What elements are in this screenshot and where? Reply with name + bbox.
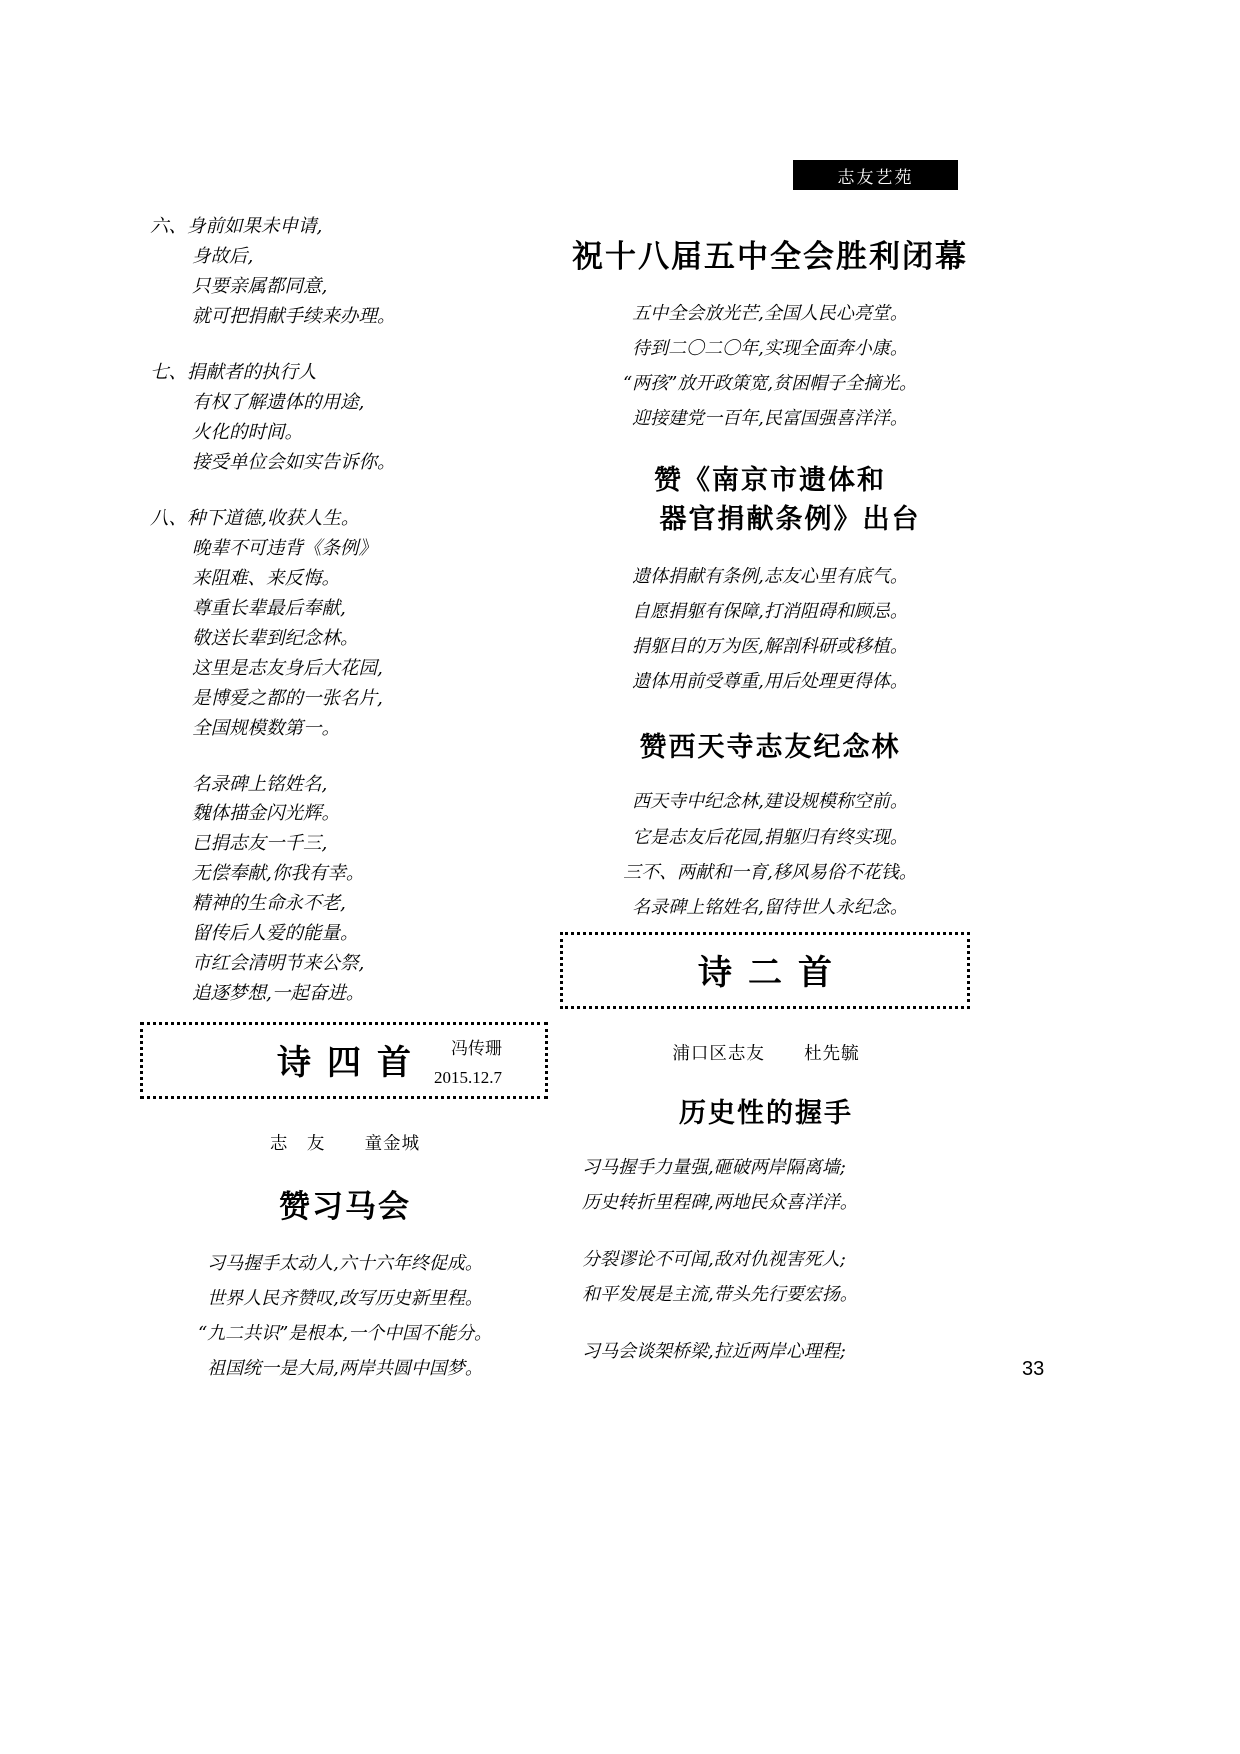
stanza-6 — [150, 212, 570, 332]
verse-line: 遗体用前受尊重,用后处理更得体。 — [632, 671, 908, 693]
left-column — [150, 212, 570, 1093]
verse-line: 留传后人爱的能量。 — [192, 923, 359, 945]
verse-line: 遗体捐献有条例,志友心里有底气。 — [632, 566, 908, 588]
verse-line: 市红会清明节来公祭, — [192, 953, 365, 975]
verse-line: 三不、两献和一育,移风易俗不花钱。 — [623, 861, 917, 883]
page-number: 33 — [1022, 1358, 1045, 1380]
poem-title-line2: 器官捐献条例》出台 — [659, 503, 921, 535]
poem-body-nanjing-regulation — [560, 559, 980, 699]
verse-line: 和平发展是主流,带头先行要宏扬。 — [582, 1284, 858, 1306]
verse-line: “九二共识”是根本,一个中国不能分。 — [197, 1323, 493, 1345]
verse-line: 只要亲属都同意, — [192, 275, 328, 297]
byline-name: 童金城 — [364, 1134, 421, 1154]
poem-title-xitiansi-forest: 赞西天寺志友纪念林 — [639, 732, 901, 764]
verse-line: 六、身前如果未申请, — [150, 216, 323, 237]
verse-line: 身故后, — [192, 245, 254, 267]
poem-title-18th-plenum: 祝十八届五中全会胜利闭幕 — [572, 239, 968, 275]
verse-line: 无偿奉献,你我有幸。 — [192, 863, 365, 885]
verse-line: “两孩”放开政策宽,贫困帽子全摘光。 — [622, 373, 918, 395]
title-box-two-poems — [560, 932, 970, 1009]
stanza-9 — [150, 770, 570, 1010]
poem-body-historic-handshake-stanza-2 — [560, 1242, 972, 1312]
verse-line: 习马握手力量强,砸破两岸隔离墙; — [582, 1157, 846, 1178]
byline-four-poems — [140, 1130, 550, 1155]
four-poems-section — [140, 1108, 550, 1386]
verse-line: 有权了解遗体的用途, — [192, 391, 365, 413]
verse-line: 习马会谈架桥梁,拉近两岸心理程; — [582, 1341, 846, 1363]
verse-line: 名录碑上铭姓名,留待世人永纪念。 — [632, 896, 908, 918]
poem-title-historic-handshake: 历史性的握手 — [679, 1098, 853, 1129]
two-poems-section — [560, 1018, 972, 1369]
verse-line: 它是志友后花园,捐躯归有终实现。 — [632, 826, 908, 848]
verse-line: 迎接建党一百年,民富国强喜洋洋。 — [632, 408, 908, 430]
verse-line: 敬送长辈到纪念林。 — [192, 627, 359, 649]
poem-body-xitiansi-forest — [560, 784, 980, 924]
verse-line: 这里是志友身后大花园, — [192, 657, 383, 679]
verse-line: 火化的时间。 — [192, 421, 304, 443]
verse-line: 晚辈不可违背《条例》 — [192, 537, 378, 559]
verse-line: 历史转折里程碑,两地民众喜洋洋。 — [582, 1192, 858, 1214]
verse-line: 魏体描金闪光辉。 — [192, 803, 341, 825]
verse-line: 习马握手太动人,六十六年终促成。 — [207, 1253, 483, 1274]
poem-body-historic-handshake-stanza-3 — [560, 1334, 972, 1369]
verse-line: 祖国统一是大局,两岸共圆中国梦。 — [207, 1358, 483, 1380]
signature-date: 2015.12.7 — [434, 1068, 502, 1088]
stanza-8 — [150, 504, 570, 744]
poem-title-nanjing-regulation — [560, 462, 980, 539]
verse-line: 待到二〇二〇年,实现全面奔小康。 — [632, 338, 908, 360]
verse-line: 世界人民齐赞叹,改写历史新里程。 — [207, 1288, 483, 1310]
title-box-four-poems — [140, 1022, 548, 1099]
poem-body-zan-xi-ma-hui — [140, 1246, 550, 1386]
title-box-four-poems-label: 诗四首 — [277, 1043, 427, 1083]
right-column — [560, 205, 980, 925]
signature-author: 冯传珊 — [451, 1039, 502, 1060]
stanza-7 — [150, 358, 570, 478]
poem-body-18th-plenum — [560, 296, 980, 436]
verse-line: 接受单位会如实告诉你。 — [192, 451, 396, 473]
verse-line: 全国规模数第一。 — [192, 717, 341, 739]
verse-line: 尊重长辈最后奉献, — [192, 597, 346, 619]
verse-line: 西天寺中纪念林,建设规模称空前。 — [632, 791, 908, 813]
verse-line: 分裂谬论不可闻,敌对仇视害死人; — [582, 1249, 846, 1271]
verse-line: 捐躯目的万为医,解剖科研或移植。 — [632, 636, 908, 658]
title-box-two-poems-label: 诗二首 — [698, 953, 848, 993]
verse-line: 是博爱之都的一张名片, — [192, 687, 383, 709]
verse-line: 追逐梦想,一起奋进。 — [192, 983, 365, 1005]
verse-line: 精神的生命永不老, — [192, 893, 346, 915]
byline-two-poems — [560, 1040, 972, 1065]
verse-line: 就可把捐献手续来办理。 — [192, 305, 396, 327]
section-header-label: 志友艺苑 — [837, 167, 914, 188]
section-header-band — [793, 160, 958, 190]
verse-line: 来阻难、来反悔。 — [192, 567, 341, 589]
byline-role: 志 友 — [269, 1134, 326, 1154]
verse-line: 自愿捐躯有保障,打消阻碍和顾忌。 — [632, 601, 908, 623]
verse-line: 七、捐献者的执行人 — [150, 361, 317, 383]
verse-line: 名录碑上铭姓名, — [192, 773, 328, 795]
poem-body-historic-handshake-stanza-1 — [560, 1150, 972, 1220]
poem-title-line1: 赞《南京市遗体和 — [654, 465, 886, 497]
verse-line: 已捐志友一千三, — [192, 833, 328, 855]
byline-role: 浦口区志友 — [672, 1044, 765, 1064]
byline-name: 杜先毓 — [804, 1044, 860, 1064]
verse-line: 五中全会放光芒,全国人民心亮堂。 — [632, 303, 908, 324]
verse-line: 八、种下道德,收获人生。 — [150, 507, 360, 529]
poem-title-zan-xi-ma-hui: 赞习马会 — [279, 1189, 411, 1225]
